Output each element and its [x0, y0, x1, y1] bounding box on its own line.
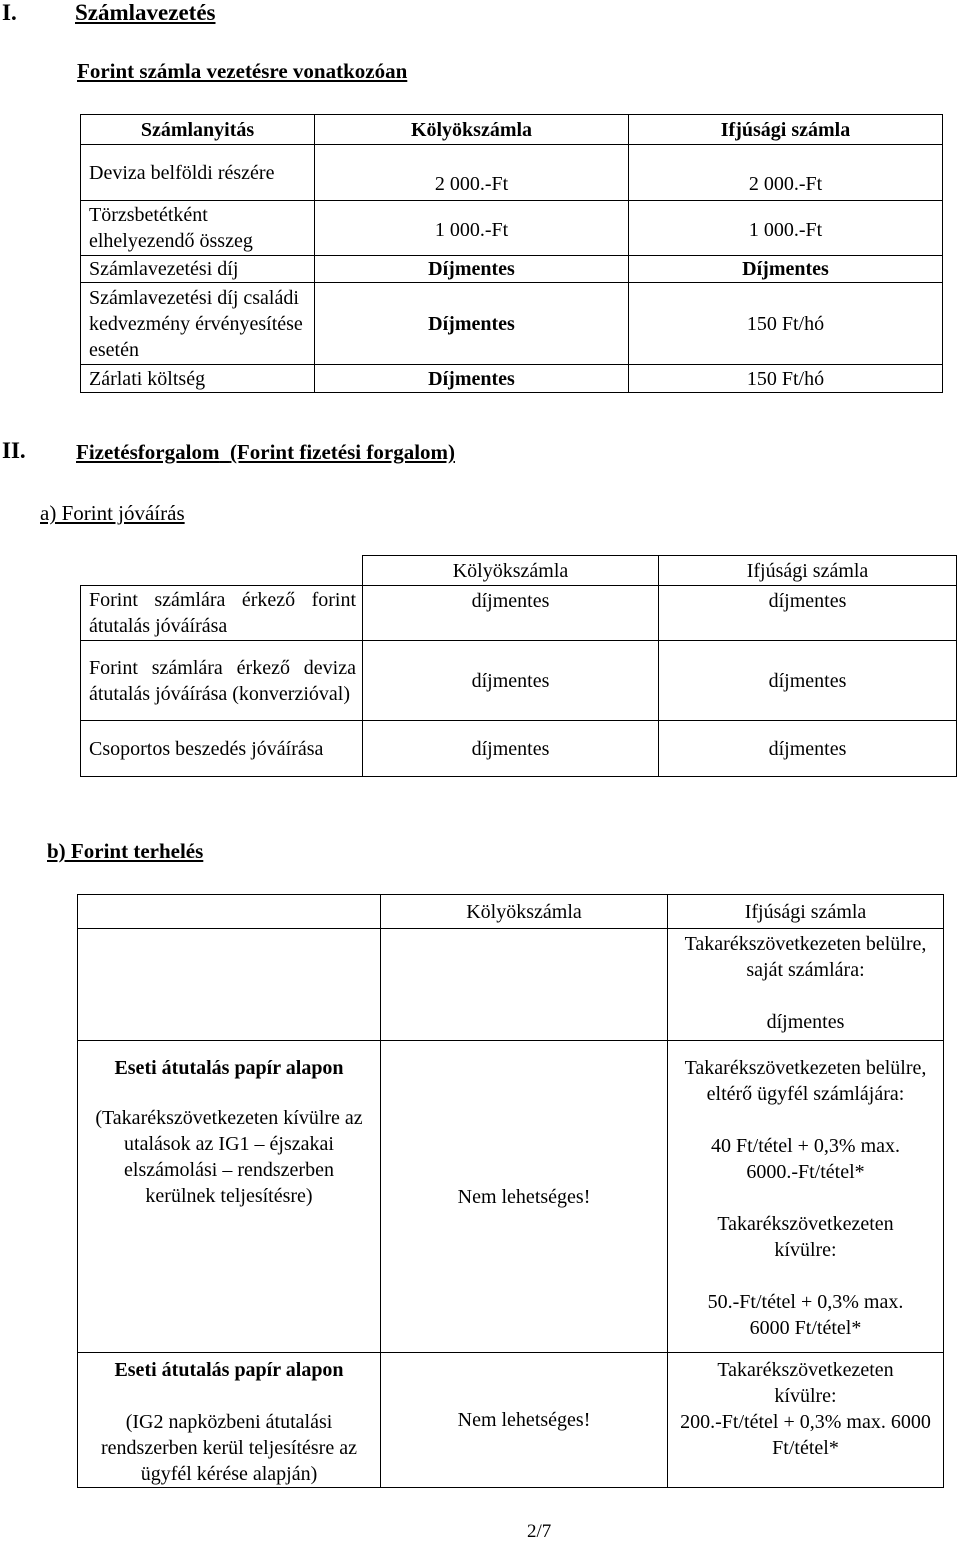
table-row: [78, 929, 944, 1041]
ig1-ifjusagi-cell: [668, 1041, 944, 1353]
row-label: Számlavezetési díj családi kedvezmény érvényesítése esetén: [81, 283, 315, 365]
row-kolyok-value: Díjmentes: [315, 365, 629, 393]
row-label: Deviza belföldi részére: [81, 145, 315, 201]
section-2-heading: [2, 438, 26, 464]
row-ifjusagi-value: díjmentes: [659, 586, 957, 641]
row-ifjusagi-value: díjmentes: [659, 641, 957, 721]
header-kolyokszamla: Kölyökszámla: [381, 895, 668, 929]
ig1-description: (Takarékszövetkezeten kívülre az utalások az IG1 – éjszakai elszámolási – rendszerben kerülnek teljesítésre): [95, 1107, 363, 1207]
table-row: [81, 365, 943, 393]
row-kolyok-value: díjmentes: [363, 641, 659, 721]
row-label: Csoportos beszedés jóváírása: [81, 721, 363, 777]
header-ifjusagi: Ifjúsági számla: [629, 115, 943, 145]
row-label: Forint számlára érkező forint átutalás jóváírása: [81, 586, 363, 641]
section-2-number: II.: [2, 438, 26, 463]
own-account-label: Takarékszövetkezeten belülre, saját számlára:: [684, 933, 927, 981]
subsection-b-title: b) Forint terhelés: [47, 839, 204, 863]
header-ifjusagi: Ifjúsági számla: [659, 556, 957, 586]
row-kolyok-value: Díjmentes: [315, 283, 629, 365]
row-ifjusagi-value: 1 000.-Ft: [629, 201, 943, 256]
section-1-subtitle: Forint számla vezetésre vonatkozóan: [77, 59, 408, 83]
table-header-row: [81, 115, 943, 145]
ig1-ifj-external-fee: 50.-Ft/tétel + 0,3% max. 6000 Ft/tétel*: [707, 1291, 904, 1339]
row-label-empty: [78, 929, 381, 1041]
table-row: [78, 1041, 944, 1353]
row-ifjusagi-value: díjmentes: [659, 721, 957, 777]
ig2-ifj-external-fee: 200.-Ft/tétel + 0,3% max. 6000 Ft/tétel*: [680, 1411, 931, 1459]
row-kolyok-value: Díjmentes: [315, 256, 629, 283]
row-label: Törzsbetétként elhelyezendő összeg: [81, 201, 315, 256]
section-1-title: Számlavezetés: [75, 0, 216, 25]
ig1-ifj-internal-fee: 40 Ft/tétel + 0,3% max. 6000.-Ft/tétel*: [710, 1135, 901, 1183]
row-ifjusagi-value: 150 Ft/hó: [629, 283, 943, 365]
row-ifjusagi-value: Díjmentes: [629, 256, 943, 283]
row-kolyok-value: 1 000.-Ft: [315, 201, 629, 256]
ig2-description: (IG2 napközbeni átutalási rendszerben kerül teljesítésre az ügyfél kérése alapján): [101, 1411, 357, 1485]
table-row: [81, 721, 957, 777]
section-2-title: Fizetésforgalom: [76, 440, 220, 464]
ig1-ifj-external-label: Takarékszövetkezeten kívülre:: [717, 1213, 894, 1261]
header-empty: [81, 556, 363, 586]
header-szamlanyitas: Számlanyitás: [81, 115, 315, 145]
table-header-row: [78, 895, 944, 929]
table-header-row: [81, 556, 957, 586]
row-label: Forint számlára érkező deviza átutalás jóváírása (konverzióval): [81, 641, 363, 721]
ig2-ifj-external-label: Takarékszövetkezeten kívülre:: [717, 1359, 894, 1407]
row-kolyok-value: díjmentes: [363, 586, 659, 641]
table-row: [81, 641, 957, 721]
page-number: 2/7: [527, 1521, 552, 1542]
header-empty: [78, 895, 381, 929]
table-row: [81, 586, 957, 641]
ig2-kolyok-value: Nem lehetséges!: [381, 1353, 668, 1488]
account-fees-table: [80, 114, 943, 393]
own-account-fee: díjmentes: [766, 1011, 845, 1033]
ig2-cell: [78, 1353, 381, 1488]
ig1-kolyok-value: Nem lehetséges!: [381, 1041, 668, 1353]
own-account-cell: [668, 929, 944, 1041]
row-kolyok-value: 2 000.-Ft: [315, 145, 629, 201]
subsection-a-title: a) Forint jóváírás: [40, 501, 185, 525]
table-row: [81, 283, 943, 365]
table-row: [81, 256, 943, 283]
header-kolyokszamla: Kölyökszámla: [363, 556, 659, 586]
section-1-number: I.: [2, 0, 17, 25]
row-ifjusagi-value: 2 000.-Ft: [629, 145, 943, 201]
section-2-title-line: [76, 439, 455, 465]
ig1-ifj-internal-label: Takarékszövetkezeten belülre, eltérő ügyfél számlájára:: [684, 1057, 927, 1105]
row-kolyok-value: díjmentes: [363, 721, 659, 777]
ig1-cell: [78, 1041, 381, 1353]
row-label: Számlavezetési díj: [81, 256, 315, 283]
section-2-title-paren: (Forint fizetési forgalom): [229, 440, 456, 464]
section-1-heading: [2, 0, 216, 26]
row-ifjusagi-value: 150 Ft/hó: [629, 365, 943, 393]
ig2-title: Eseti átutalás papír alapon: [114, 1359, 344, 1381]
header-kolyokszamla: Kölyökszámla: [315, 115, 629, 145]
table-row: [81, 201, 943, 256]
ig2-ifjusagi-cell: [668, 1353, 944, 1488]
header-ifjusagi: Ifjúsági számla: [668, 895, 944, 929]
row-label: Zárlati költség: [81, 365, 315, 393]
ig1-title: Eseti átutalás papír alapon: [114, 1057, 344, 1079]
forint-credit-table: [80, 555, 957, 777]
forint-debit-table: [77, 894, 944, 1488]
row-kolyok-empty: [381, 929, 668, 1041]
table-row: [78, 1353, 944, 1488]
table-row: [81, 145, 943, 201]
